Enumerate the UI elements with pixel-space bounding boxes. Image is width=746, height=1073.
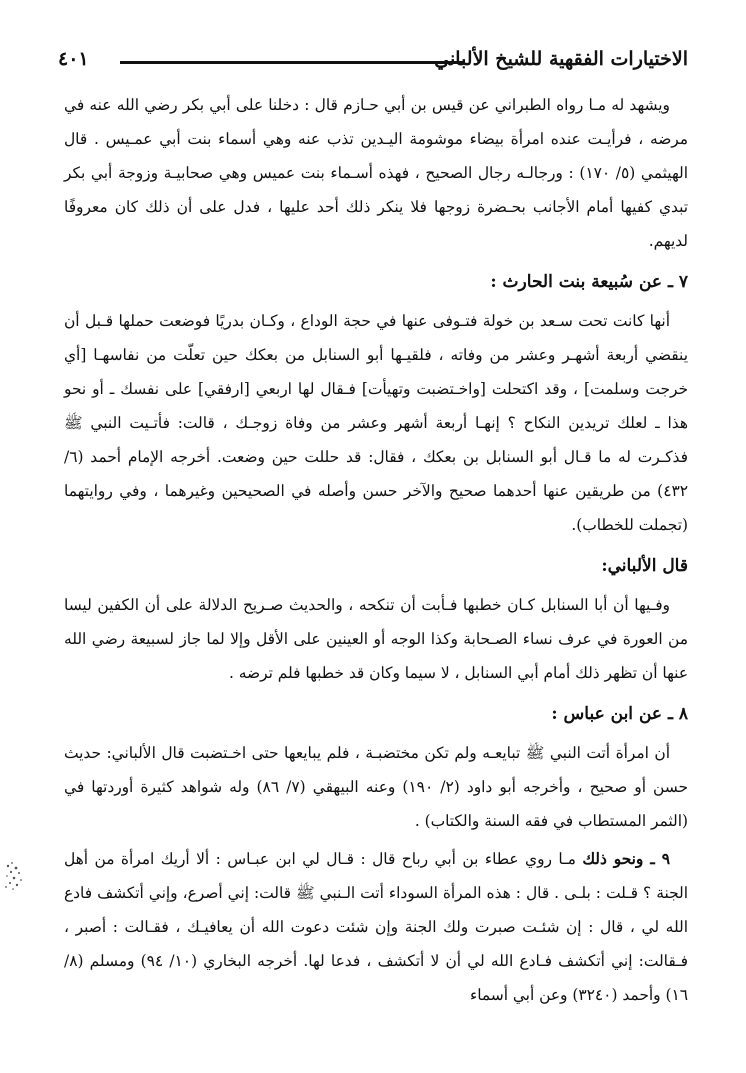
header-rule [120, 61, 463, 64]
page-body [64, 88, 688, 1012]
paragraph-ata-text: مـا روي عطاء بن أبي رباح قال : قـال لي ابن عبـاس : ألا أريك امرأة من أهل الجنة ؟ قـلت : بلـى . قال : هذه المرأة السوداء أتت الـنبي ﷺ قالت: إني أصرع، وإني أتكشف فادع الله لي ، قال : إن شئـت صبرت ولك الجنة وإن شئت دعوت الله أن يعافيـك ، فقـالت : أصبر ، فـقالت: إني أتكشف فـادع الله لي أن لا أتكشف ، فدعا لها. أخرجه البخاري (١٠/ ٩٤) ومسلم (٨/ ١٦) وأحمد (٣٢٤٠) وعن أبي أسماء [64, 850, 688, 1004]
heading-albani-says: قال الألباني: [601, 556, 688, 576]
page-number: ٤٠١ [58, 48, 89, 70]
paragraph-ibn-abbas: أن امرأة أتت النبي ﷺ تبايعـه ولم تكن مختضبـة ، فلم يبايعها حتى اخـتضبت قال الألباني: حديث حسن أو صحيح ، وأخرجه أبو داود (٢/ ١٩٠) وعنه البيهقي (٧/ ٨٦) وله شواهد كثيرة أوردتها في (الثمر المستطاب في فقه السنة والكتاب) . [64, 744, 689, 830]
heading-subayah: ٧ ـ عن سُبيعة بنت الحارث : [490, 272, 688, 292]
paragraph-ata [64, 842, 688, 1012]
paragraph-subayah: أنها كانت تحت سـعد بن خولة فتـوفى عنها في حجة الوداع ، وكـان بدريًا فوضعت حملها قـبل أن ينقضي أربعة أشهـر وعشر من وفاته ، فلقيـها أبو السنابل من بعكك حين تعلّت من نفاسهـا [أي خرجت وسلمت] ، وقد اكتحلت [واخـتضبت وتهيأت] فـقال لها اربعي [ارفقي] على نفسك ـ أو نحو هذا ـ لعلك تريدين النكاح ؟ إنهـا أربعة أشهر وعشر من وفاة زوجـك ، قالت: فأتـيت النبي ﷺ فذكـرت له ما قـال أبو السنابل بن بعكك ، فقال: قد حللت حين وضعت. أخرجه الإمام أحمد (٦/ ٤٣٢) من طريقين عنها أحدهما صحيح والآخر حسن وأصله في الصحيحين وغيرهما ، وفي روايتهما (تجملت للخطاب). [64, 312, 688, 534]
heading-ibn-abbas: ٨ ـ عن ابن عباس : [551, 704, 688, 724]
paragraph-ata-lead: ٩ ـ ونحو ذلك [582, 850, 670, 868]
running-title: الاختيارات الفقهية للشيخ الألباني [434, 48, 688, 70]
scan-speck-mark [2, 858, 28, 894]
paragraph-tabarani: ويشهد له مـا رواه الطبراني عن قيس بن أبي حـازم قال : دخلنا على أبي بكر رضي الله عنه في مرضه ، فرأيـت عنده امرأة بيضاء موشومة اليـدين تذب عنه وهي أسماء بنت أبي عمـيس . قال الهيثمي (٥/ ١٧٠) : ورجالـه رجال الصحيح ، فهذه أسـماء بنت عميس وهي صحابيـة وزوجة أبي بكر تبدي كفيها أمام الأجانب بحـضرة زوجها فلا ينكر ذلك أحد عليها ، فدل على أن ذلك كان معروفًا لديهم. [64, 96, 689, 250]
page-header [58, 40, 688, 80]
paragraph-albani-comment: وفـيها أن أبا السنابل كـان خطبها فـأبت أن تنكحه ، والحديث صـريح الدلالة على أن الكفين ليسا من العورة في عرف نساء الصـحابة وكذا الوجه أو العينين على الأقل وإلا لما جاز لسبيعة رضي الله عنها أن تظهر ذلك أمام أبي السنابل ، لا سيما وكان قد خطبها فلم ترضه . [64, 596, 688, 682]
